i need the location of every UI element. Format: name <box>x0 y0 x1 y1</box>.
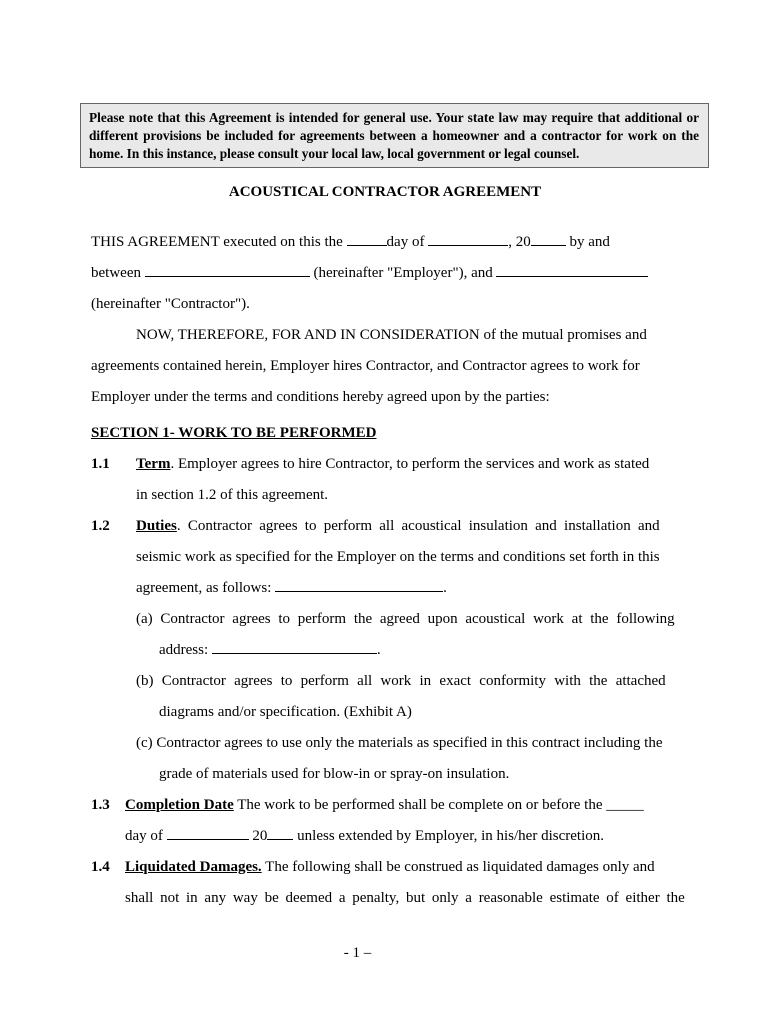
day-of-text: day of <box>386 234 429 250</box>
day-blank[interactable] <box>347 233 387 246</box>
liquidated-damages-heading: Liquidated Damages. <box>125 859 262 875</box>
intro-text: THIS AGREEMENT executed on this the <box>91 234 347 250</box>
term-heading: Term <box>136 456 171 472</box>
duties-heading: Duties <box>136 518 177 534</box>
section-1-4-number: 1.4 <box>91 859 110 875</box>
intro-line-3: (hereinafter "Contractor"). <box>91 296 250 312</box>
section-1-1-number: 1.1 <box>91 456 110 472</box>
section-1-1-line-2: in section 1.2 of this agreement. <box>136 487 329 503</box>
year-prefix-text: , 20 <box>508 234 531 250</box>
completion-date-text: The work to be performed shall be complete on or before the _____ <box>233 797 644 813</box>
section-1-2-b-line-2: diagrams and/or specification. (Exhibit A) <box>159 704 412 720</box>
section-1-4-line-1 <box>125 858 655 876</box>
section-1-2-a-line-2: address: . <box>159 642 381 658</box>
completion-year-prefix: 20 <box>248 828 268 844</box>
consideration-line-1: NOW, THEREFORE, FOR AND IN CONSIDERATION of the mutual promises and <box>136 327 647 343</box>
intro-line-1 <box>91 233 610 251</box>
section-1-1-line-1 <box>136 455 649 473</box>
term-text: . Employer agrees to hire Contractor, to perform the services and work as stated <box>170 456 650 472</box>
employer-label-text: (hereinafter "Employer"), and <box>309 265 497 281</box>
extension-text: unless extended by Employer, in his/her discretion. <box>293 828 604 844</box>
section-1-2-line-1 <box>136 517 668 535</box>
section-1-4-line-2: shall not in any way be deemed a penalty, but only a reasonable estimate of either the <box>125 890 685 906</box>
section-1-3-line-2 <box>125 827 604 845</box>
by-and-text: by and <box>565 234 610 250</box>
employer-name-blank[interactable] <box>145 264 310 277</box>
completion-year-blank[interactable] <box>267 827 293 840</box>
contractor-name-blank[interactable] <box>496 264 648 277</box>
section-1-2-c-line-1: (c) Contractor agrees to use only the materials as specified in this contract including the <box>136 735 663 751</box>
address-blank[interactable] <box>212 641 377 654</box>
section-1-2-b-line-1: (b) Contractor agrees to perform all work in exact conformity with the attached <box>136 673 666 689</box>
work-description-blank[interactable] <box>275 579 443 592</box>
section-1-2-line-2: seismic work as specified for the Employer on the terms and conditions set forth in this <box>136 549 660 565</box>
completion-date-heading: Completion Date <box>125 797 234 813</box>
section-1-3-number: 1.3 <box>91 797 110 813</box>
year-blank[interactable] <box>531 233 566 246</box>
section-1-2-line-3: agreement, as follows: . <box>136 580 447 596</box>
section-1-heading: SECTION 1- WORK TO BE PERFORMED <box>91 425 377 441</box>
month-blank[interactable] <box>428 233 508 246</box>
general-use-notice: Please note that this Agreement is intended for general use. Your state law may require that additional or different provisions be included for agreements between a homeowner and a contractor for work on the home. In this instance, please consult your local law, local government or legal counsel. <box>80 103 709 168</box>
page-number: - 1 – <box>343 945 372 961</box>
document-title: ACOUSTICAL CONTRACTOR AGREEMENT <box>228 184 542 200</box>
between-text: between <box>91 265 145 281</box>
intro-line-2 <box>91 264 648 282</box>
address-label: address: <box>159 642 212 658</box>
duties-text: . Contractor agrees to perform all acoustical insulation and installation and <box>176 518 660 534</box>
section-1-3-line-1 <box>125 796 644 814</box>
section-1-2-a-line-1: (a) Contractor agrees to perform the agreed upon acoustical work at the following <box>136 611 675 627</box>
as-follows-text: agreement, as follows: <box>136 580 276 596</box>
consideration-line-2: agreements contained herein, Employer hires Contractor, and Contractor agrees to work for <box>91 358 640 374</box>
liquidated-damages-text: The following shall be construed as liquidated damages only and <box>261 859 655 875</box>
section-1-2-number: 1.2 <box>91 518 110 534</box>
completion-month-blank[interactable] <box>167 827 249 840</box>
consideration-line-3: Employer under the terms and conditions hereby agreed upon by the parties: <box>91 389 550 405</box>
section-1-2-c-line-2: grade of materials used for blow-in or spray-on insulation. <box>159 766 510 782</box>
day-of-label: day of <box>125 828 167 844</box>
